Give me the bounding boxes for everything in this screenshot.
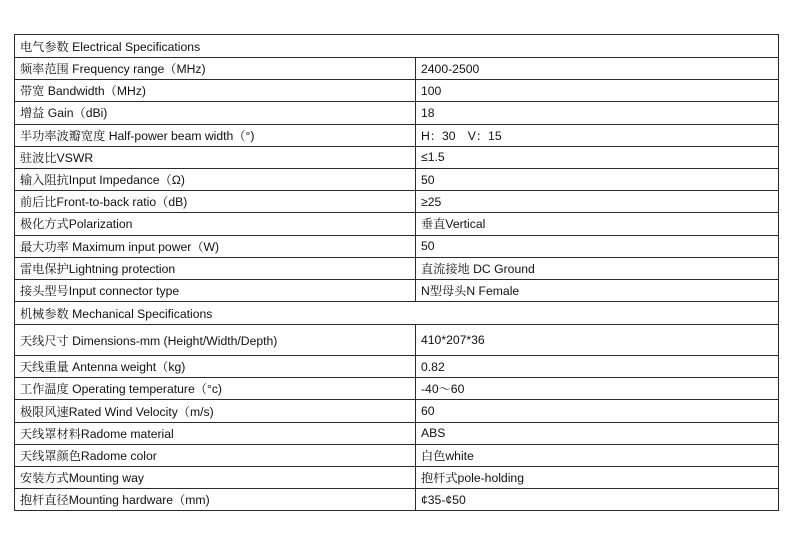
spec-label: 天线尺寸 Dimensions-mm (Height/Width/Depth) xyxy=(15,325,416,356)
spec-table xyxy=(14,34,779,511)
table-row xyxy=(15,102,779,124)
spec-label: 带宽 Bandwidth（MHz) xyxy=(15,80,416,102)
table-row xyxy=(15,325,779,356)
spec-value: ≥25 xyxy=(416,191,779,213)
table-row xyxy=(15,422,779,444)
spec-value: 2400-2500 xyxy=(416,58,779,80)
spec-value: 100 xyxy=(416,80,779,102)
spec-label: 抱杆直径Mounting hardware（mm) xyxy=(15,489,416,511)
table-row xyxy=(15,378,779,400)
spec-label: 前后比Front-to-back ratio（dB) xyxy=(15,191,416,213)
table-row xyxy=(15,279,779,301)
table-row xyxy=(15,58,779,80)
spec-value: 0.82 xyxy=(416,356,779,378)
spec-label: 工作温度 Operating temperature（°c) xyxy=(15,378,416,400)
section-title: 机械参数 Mechanical Specifications xyxy=(15,302,779,325)
section-title: 电气参数 Electrical Specifications xyxy=(15,35,779,58)
spec-value: N型母头N Female xyxy=(416,279,779,301)
spec-value: ≤1.5 xyxy=(416,146,779,168)
table-row xyxy=(15,489,779,511)
table-row xyxy=(15,191,779,213)
spec-value: 60 xyxy=(416,400,779,422)
spec-value: 抱杆式pole-holding xyxy=(416,467,779,489)
spec-label: 极限风速Rated Wind Velocity（m/s) xyxy=(15,400,416,422)
spec-label: 接头型号Input connector type xyxy=(15,279,416,301)
table-row xyxy=(15,124,779,146)
table-row xyxy=(15,356,779,378)
spec-value: H：30 V：15 xyxy=(416,124,779,146)
spec-value: 50 xyxy=(416,235,779,257)
spec-label: 频率范围 Frequency range（MHz) xyxy=(15,58,416,80)
spec-value: 18 xyxy=(416,102,779,124)
spec-label: 极化方式Polarization xyxy=(15,213,416,235)
table-row xyxy=(15,213,779,235)
spec-table-body xyxy=(15,35,779,511)
section-header-electrical xyxy=(15,35,779,58)
spec-label: 半功率波瓣宽度 Half-power beam width（°) xyxy=(15,124,416,146)
spec-label: 天线罩颜色Radome color xyxy=(15,444,416,466)
spec-value: 直流接地 DC Ground xyxy=(416,257,779,279)
spec-value: 50 xyxy=(416,168,779,190)
table-row xyxy=(15,257,779,279)
spec-value: 垂直Vertical xyxy=(416,213,779,235)
spec-label: 驻波比VSWR xyxy=(15,146,416,168)
spec-label: 安装方式Mounting way xyxy=(15,467,416,489)
spec-value: ¢35-¢50 xyxy=(416,489,779,511)
table-row xyxy=(15,146,779,168)
spec-label: 增益 Gain（dBi) xyxy=(15,102,416,124)
table-row xyxy=(15,168,779,190)
spec-label: 雷电保护Lightning protection xyxy=(15,257,416,279)
spec-value: 410*207*36 xyxy=(416,325,779,356)
table-row xyxy=(15,80,779,102)
spec-value: -40～60 xyxy=(416,378,779,400)
spec-label: 天线罩材料Radome material xyxy=(15,422,416,444)
spec-label: 天线重量 Antenna weight（kg) xyxy=(15,356,416,378)
section-header-mechanical xyxy=(15,302,779,325)
table-row xyxy=(15,444,779,466)
spec-label: 输入阻抗Input Impedance（Ω) xyxy=(15,168,416,190)
spec-label: 最大功率 Maximum input power（W) xyxy=(15,235,416,257)
table-row xyxy=(15,467,779,489)
table-row xyxy=(15,235,779,257)
table-row xyxy=(15,400,779,422)
spec-value: 白色white xyxy=(416,444,779,466)
spec-value: ABS xyxy=(416,422,779,444)
